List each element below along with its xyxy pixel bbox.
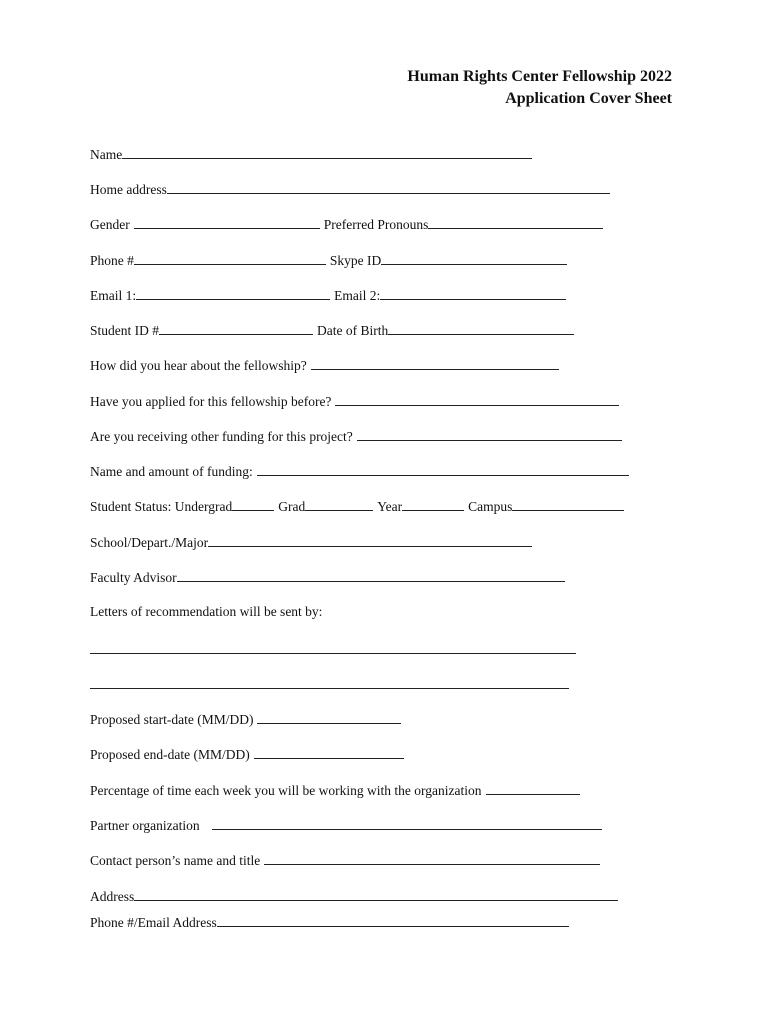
start-date-label: Proposed start-date (MM/DD) xyxy=(90,712,254,727)
start-date-field[interactable] xyxy=(257,711,401,724)
other-funding-label: Are you receiving other funding for this project? xyxy=(90,429,353,444)
student-id-field[interactable] xyxy=(159,322,313,335)
school-field[interactable] xyxy=(208,534,532,547)
letters-line-1[interactable] xyxy=(90,653,576,654)
phone-label: Phone # xyxy=(90,253,134,268)
school-label: School/Depart./Major xyxy=(90,535,209,550)
email1-label: Email 1: xyxy=(90,288,137,303)
contact-row xyxy=(90,852,600,869)
student-id-row xyxy=(90,322,574,339)
end-date-row xyxy=(90,746,404,763)
hear-about-label: How did you hear about the fellowship? xyxy=(90,358,307,373)
start-date-row xyxy=(90,711,401,728)
student-status-row xyxy=(90,498,624,515)
gender-label: Gender xyxy=(90,217,130,232)
letters-row xyxy=(90,604,322,620)
end-date-field[interactable] xyxy=(254,746,404,759)
hear-about-row xyxy=(90,357,559,374)
funding-amount-row xyxy=(90,463,629,480)
name-label: Name xyxy=(90,147,123,162)
home-address-field[interactable] xyxy=(167,181,610,194)
partner-field[interactable] xyxy=(212,817,602,830)
grad-field[interactable] xyxy=(305,498,373,511)
applied-before-field[interactable] xyxy=(335,393,619,406)
funding-amount-field[interactable] xyxy=(257,463,629,476)
email-row xyxy=(90,287,566,304)
form-subtitle: Application Cover Sheet xyxy=(505,90,672,107)
gender-field[interactable] xyxy=(134,216,320,229)
home-address-row xyxy=(90,181,610,198)
faculty-field[interactable] xyxy=(177,569,565,582)
partner-row xyxy=(90,817,602,834)
phone-row xyxy=(90,252,567,269)
pronouns-field[interactable] xyxy=(428,216,603,229)
dob-label: Date of Birth xyxy=(317,323,389,338)
name-field[interactable] xyxy=(122,146,532,159)
hear-about-field[interactable] xyxy=(311,357,559,370)
contact-field[interactable] xyxy=(264,852,600,865)
partner-label: Partner organization xyxy=(90,818,200,833)
school-row xyxy=(90,534,532,551)
student-id-label: Student ID # xyxy=(90,323,159,338)
phone-field[interactable] xyxy=(134,252,326,265)
applied-before-row xyxy=(90,393,619,410)
end-date-label: Proposed end-date (MM/DD) xyxy=(90,747,250,762)
dob-field[interactable] xyxy=(388,322,574,335)
form-title: Human Rights Center Fellowship 2022 xyxy=(407,68,672,85)
phone-email-row xyxy=(90,914,569,931)
address-label: Address xyxy=(90,889,135,904)
campus-field[interactable] xyxy=(512,498,624,511)
phone-email-label: Phone #/Email Address xyxy=(90,915,217,930)
letters-label: Letters of recommendation will be sent by: xyxy=(90,604,323,619)
email2-label: Email 2: xyxy=(334,288,381,303)
year-label: Year xyxy=(377,499,403,514)
student-status-label: Student Status: Undergrad xyxy=(90,499,233,514)
address-row xyxy=(90,888,618,905)
other-funding-field[interactable] xyxy=(357,428,622,441)
grad-label: Grad xyxy=(278,499,306,514)
campus-label: Campus xyxy=(468,499,513,514)
contact-label: Contact person’s name and title xyxy=(90,853,261,868)
phone-email-field[interactable] xyxy=(217,914,569,927)
skype-label: Skype ID xyxy=(329,253,382,268)
percentage-field[interactable] xyxy=(486,782,580,795)
funding-amount-label: Name and amount of funding: xyxy=(90,464,253,479)
gender-row xyxy=(90,216,603,233)
email2-field[interactable] xyxy=(380,287,566,300)
applied-before-label: Have you applied for this fellowship before? xyxy=(90,394,332,409)
letters-line-2[interactable] xyxy=(90,688,569,689)
email1-field[interactable] xyxy=(136,287,330,300)
home-address-label: Home address xyxy=(90,182,167,197)
address-field[interactable] xyxy=(134,888,618,901)
percentage-row xyxy=(90,782,580,799)
undergrad-field[interactable] xyxy=(232,498,274,511)
percentage-label: Percentage of time each week you will be working with the organization xyxy=(90,783,482,798)
pronouns-label: Preferred Pronouns xyxy=(323,217,429,232)
faculty-row xyxy=(90,569,565,586)
year-field[interactable] xyxy=(402,498,464,511)
faculty-label: Faculty Advisor xyxy=(90,570,177,585)
other-funding-row xyxy=(90,428,622,445)
skype-field[interactable] xyxy=(381,252,567,265)
name-row xyxy=(90,146,532,163)
